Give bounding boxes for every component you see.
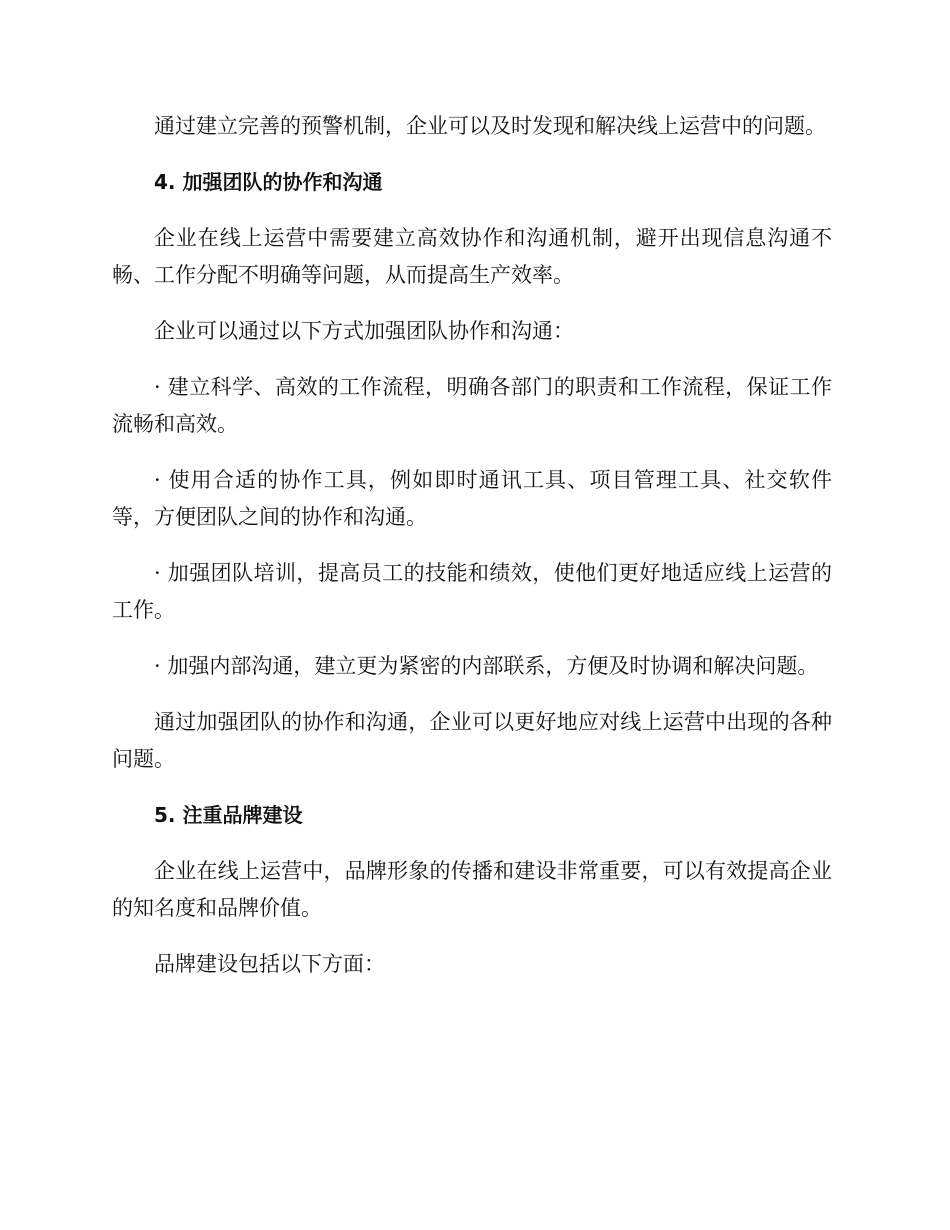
paragraph: 品牌建设包括以下方面： [154,952,385,976]
paragraph: 企业在线上运营中需要建立高效协作和沟通机制，避开出现信息沟通不畅、工作分配不明确等问题，从而提高生产效率。 [112,226,832,287]
bullet-item: · 建立科学、高效的工作流程，明确各部门的职责和工作流程，保证工作流畅和高效。 [112,375,832,436]
paragraph: 通过建立完善的预警机制，企业可以及时发现和解决线上运营中的问题。 [154,114,826,138]
bullet-item: · 加强团队培训，提高员工的技能和绩效，使他们更好地适应线上运营的工作。 [112,561,832,622]
document-body [112,108,832,1002]
paragraph: 企业可以通过以下方式加强团队协作和沟通： [154,319,574,343]
paragraph: 企业在线上运营中，品牌形象的传播和建设非常重要，可以有效提高企业的知名度和品牌价值。 [112,859,832,920]
section-heading: 4. 加强团队的协作和沟通 [154,170,383,194]
paragraph: 通过加强团队的协作和沟通，企业可以更好地应对线上运营中出现的各种问题。 [112,710,832,771]
bullet-item: · 使用合适的协作工具，例如即时通讯工具、项目管理工具、社交软件等，方便团队之间的协作和沟通。 [112,468,832,529]
bullet-item: · 加强内部沟通，建立更为紧密的内部联系，方便及时协调和解决问题。 [154,654,819,678]
section-heading: 5. 注重品牌建设 [154,803,303,827]
